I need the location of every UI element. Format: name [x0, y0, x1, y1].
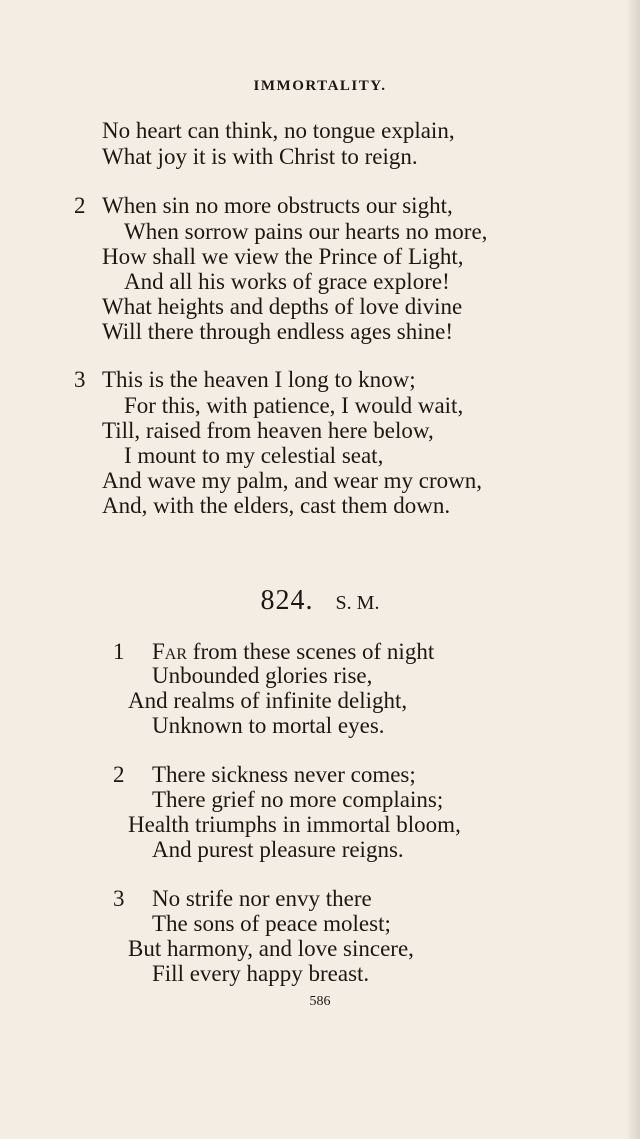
- poem-line: Health triumphs in immortal bloom,: [128, 812, 461, 837]
- poem-line: Till, raised from heaven here below,: [102, 418, 434, 443]
- poem-line: No strife nor envy there: [152, 886, 372, 911]
- poem-line: And purest pleasure reigns.: [152, 837, 404, 862]
- poem-line: For this, with patience, I would wait,: [124, 393, 464, 418]
- poem-line: This is the heaven I long to know;: [102, 367, 416, 392]
- poem-line: No heart can think, no tongue explain,: [102, 118, 455, 143]
- poem-line: [152, 639, 434, 665]
- stanza-number: 3: [74, 367, 86, 392]
- hymn-number: 824.: [260, 585, 314, 616]
- hymn-heading: [0, 585, 640, 617]
- poem-line: There grief no more complains;: [152, 787, 444, 812]
- poem-line: What joy it is with Christ to reign.: [102, 144, 418, 169]
- hymn-meter: S. M.: [335, 592, 380, 614]
- poem-line: How shall we view the Prince of Light,: [102, 244, 464, 269]
- poem-line: And wave my palm, and wear my crown,: [102, 468, 483, 493]
- stanza-number: 2: [113, 762, 125, 787]
- poem-line: But harmony, and love sincere,: [128, 936, 414, 961]
- poem-line: The sons of peace molest;: [152, 911, 391, 936]
- drop-word: Far: [152, 639, 188, 664]
- poem-line: There sickness never comes;: [152, 762, 416, 787]
- poem-line: And all his works of grace explore!: [124, 269, 450, 294]
- poem-line: And realms of infinite delight,: [128, 688, 408, 713]
- poem-line: What heights and depths of love divine: [102, 294, 463, 319]
- stanza-number: 3: [113, 886, 125, 911]
- poem-line: Fill every happy breast.: [152, 961, 370, 986]
- stanza-number: 1: [113, 639, 125, 664]
- poem-line: Will there through endless ages shine!: [102, 319, 454, 344]
- page-number: 586: [309, 994, 331, 1009]
- running-head: IMMORTALITY.: [253, 78, 387, 94]
- poem-line: When sorrow pains our hearts no more,: [124, 219, 488, 244]
- poem-line-rest: from these scenes of night: [187, 639, 435, 664]
- poem-line: Unbounded glories rise,: [152, 663, 373, 688]
- poem-line: When sin no more obstructs our sight,: [102, 193, 453, 218]
- poem-line: Unknown to mortal eyes.: [152, 713, 385, 738]
- page-edge-shadow: [626, 0, 640, 1139]
- poem-line: I mount to my celestial seat,: [124, 443, 384, 468]
- poem-line: And, with the elders, cast them down.: [102, 493, 451, 518]
- stanza-number: 2: [74, 193, 86, 218]
